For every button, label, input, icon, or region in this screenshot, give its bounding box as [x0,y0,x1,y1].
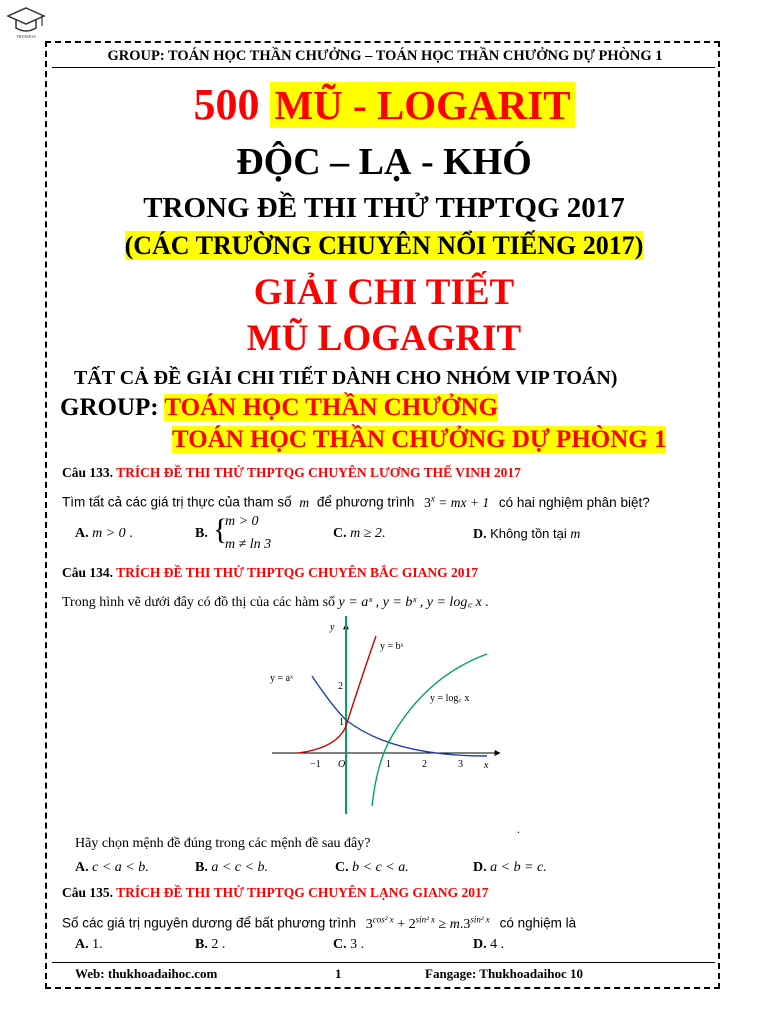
q133-b-label: B. [195,526,208,541]
question-135-label: Câu 135. [62,885,114,900]
q134-d-label: D. [473,860,487,875]
origin-label: O [338,759,346,770]
q134-b-value: a < c < b. [211,860,268,875]
main-title [0,80,768,130]
q134-b-label: B. [195,860,208,875]
title-number: 500 [193,80,260,129]
q134-option-a [75,860,149,876]
header-group-line: GROUP: TOÁN HỌC THẦN CHƯỞNG – TOÁN HỌC THẦN CHƯỞNG DỰ PHÒNG 1 [107,48,663,64]
q135-option-a: A. 1. [75,937,103,952]
q133-eq-lhs: 3 [424,494,431,510]
q134-c-value: b < c < a. [352,860,409,875]
header-divider [52,67,715,68]
q135-a-value: 1 [92,937,100,952]
q135-option-c: C. 3 . [333,937,365,952]
group-label: GROUP: [60,394,159,421]
title-line4: (CÁC TRƯỜNG CHUYÊN NỔI TIẾNG 2017) [124,231,644,260]
q134-option-c [335,860,409,876]
tick-x-1: 1 [386,759,391,770]
q134-text: Trong hình vẽ dưới đây có đồ thị của các hàm số [62,595,336,610]
question-134-label: Câu 134. [62,565,114,580]
group-line2 [172,426,666,454]
q135-d-label: D. [473,937,487,952]
tick-x-3: 3 [458,759,463,770]
q133-a-value: m > 0 [92,526,126,541]
question-133-heading [62,465,521,481]
tick-x-minus1: −1 [310,759,321,770]
q133-text-a: Tìm tất cả các giá trị thực của tham số [62,494,292,510]
q133-eq-exp: x [430,493,435,503]
y-label: y [330,622,335,633]
question-135-heading [62,885,488,901]
tick-y-2: 2 [338,681,343,692]
question-133-text [62,493,650,511]
q133-d-label: D. [473,527,487,542]
group-line1 [60,394,498,422]
title-line5: GIẢI CHI TIẾT [253,272,515,313]
q133-text-c: có hai nghiệm phân biệt? [498,494,650,510]
q135-inequality: $3^{cos^2 x} + 2^{sin^2 x} \ge m.3^{sin^2 x}$ [365,914,490,932]
q134-c-label: C. [335,860,349,875]
title-line3: TRONG ĐỀ THI THỬ THPTQG 2017 [143,192,625,224]
q133-option-c: C. m ≥ 2. [333,526,386,541]
footer-web: Web: thukhoadaihoc.com [75,966,218,981]
q135-c-value: 3 [350,937,358,952]
q134-option-d [473,860,547,876]
title-topic: MŨ - LOGARIT [270,82,574,128]
label-a-x: y = aˣ [270,673,293,684]
question-134-source: TRÍCH ĐỀ THI THỬ THPTQG CHUYÊN BẮC GIANG 2017 [116,565,478,580]
function-graph [262,616,512,816]
q133-brace: { [213,513,228,546]
q133-d-value: Không tồn tại [490,526,567,541]
footer-divider [52,962,715,963]
logo [4,4,48,40]
group-name-2: TOÁN HỌC THẦN CHƯỞNG DỰ PHÒNG 1 [172,426,667,453]
curve-log-c [372,654,487,806]
q133-b-value2: m ≠ ln 3 [225,537,272,552]
q133-option-d [473,526,580,543]
q133-equation [424,495,489,510]
q134-a-label: A. [75,860,89,875]
q133-option-a: A. m > 0 . [75,526,133,541]
q135-option-b: B. 2 . [195,937,226,952]
q133-c-value: m ≥ 2 [350,526,382,541]
q135-b-value: 2 [211,937,219,952]
q135-a-label: A. [75,937,89,952]
footer-fanpage: Fangage: Thukhoadaihoc 10 [425,966,583,981]
question-133-source: TRÍCH ĐỀ THI THỬ THPTQG CHUYÊN LƯƠNG THẾ VINH 2017 [116,465,521,480]
title-line6: MŨ LOGAGRIT [246,318,522,359]
title-line2: ĐỘC – LẠ - KHÓ [236,141,532,183]
tick-y-1: 1 [339,717,344,728]
q134-a-value: c < a < b. [92,860,149,875]
q133-option-b [195,526,208,542]
q135-c-label: C. [333,937,347,952]
label-b-x: y = bˣ [380,641,404,652]
q133-text-b: để phương trình [316,494,415,510]
q135-b-label: B. [195,937,208,952]
q133-a-label: A. [75,526,89,541]
q133-d-var: m [570,527,581,542]
q134-question: Hãy chọn mệnh đề đúng trong các mệnh đề sau đây? [75,836,371,851]
footer-page-number: 1 [335,966,342,981]
stray-dot: . [517,822,520,836]
question-134-text [62,592,489,611]
x-label: x [484,760,489,771]
question-135-text [62,914,576,933]
question-133-label: Câu 133. [62,465,114,480]
label-log-c: y = log꜀ x [430,693,470,704]
q135-d-value: 4 [490,937,498,952]
q133-eq-rhs: = mx + 1 [438,494,490,510]
group-name-1: TOÁN HỌC THẦN CHƯỞNG [164,394,499,421]
title-line7: TẤT CẢ ĐỀ GIẢI CHI TIẾT DÀNH CHO NHÓM VIP TOÁN) [74,367,618,389]
q133-c-label: C. [333,526,347,541]
q134-d-value: a < b = c. [490,860,547,875]
q133-b-value1: m > 0 [225,514,259,529]
question-134-heading [62,565,478,581]
q134-funcs: y = aˣ , y = bˣ , y = log꜀ x . [338,595,489,610]
q134-option-b [195,860,268,876]
svg-text:THUKHOA: THUKHOA [16,34,36,39]
question-135-source: TRÍCH ĐỀ THI THỬ THPTQG CHUYÊN LẠNG GIANG 2017 [116,885,489,900]
q135-text-b: có nghiệm là [499,915,577,931]
curve-b-x [298,636,376,753]
q135-text-a: Số các giá trị nguyên dương để bất phương trình [62,915,356,931]
tick-x-2: 2 [422,759,427,770]
q135-option-d: D. 4 . [473,937,505,952]
q133-var-m: m [299,494,310,510]
title-line4-wrap [0,229,768,263]
